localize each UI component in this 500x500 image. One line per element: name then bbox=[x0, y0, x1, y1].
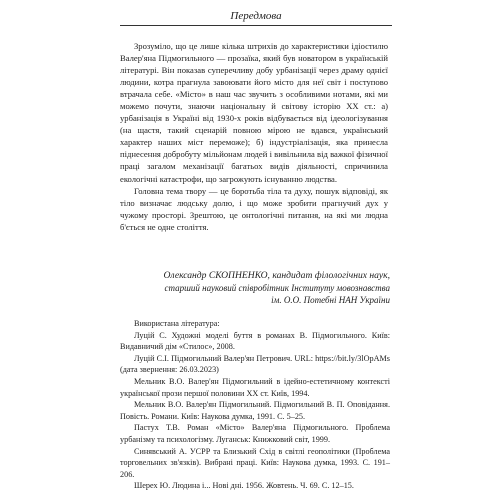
reference-item: Луцій С.І. Підмогильний Валер'ян Петрович. URL: https://bit.ly/3lOpAMs (дата звернення: 26.03.2023) bbox=[120, 353, 390, 375]
paragraph-1: Зрозуміло, що це лише кілька штрихів до характеристики ідіостилю Валер'яна Підмогильного — прозаїка, який був новатором в українській літературі. Він показав суперечливу добу урбанізації через драму однієї людини, котра прагнула завоювати його місто для неї світ і поступово втрачала себе. «Місто» в наш час звучить з особливими нотами, які ми можемо почути, знаючи національну й світову історію ХХ ст.: а) урбанізація в Україні від 1930-х років відбувається від ідеологізування (на щастя, такий сценарій повною мірою не вдався, український характер наших міст переможе); б) індустріалізація, яка принесла піднесення добробуту мільйонам людей і вивільнила від важкої фізичної праці загалом механізації багатьох видів діяльності, спричинила екологічні катастрофи, що загрожують існуванню людства. bbox=[120, 41, 388, 184]
reference-item: Мельник В.О. Валер'ян Підмогильний. Підмогильний В. П. Оповідання. Повість. Романи. Київ: Наукова думка, 1991. С. 5–25. bbox=[120, 400, 390, 421]
references-list bbox=[120, 330, 390, 492]
running-header: Передмова bbox=[120, 10, 392, 26]
main-text bbox=[120, 40, 388, 233]
signature-name: Олександр СКОПНЕНКО, кандидат філологічних наук, bbox=[163, 270, 390, 281]
signature-position: старший науковий співробітник Інституту мовознавства bbox=[164, 283, 390, 293]
reference-item: Шерех Ю. Людина і... Нові дні. 1956. Жовтень. Ч. 69. С. 12–15. bbox=[134, 481, 354, 491]
reference-item: Мельник В.О. Валер'ян Підмогильний в ідейно-естетичному контексті української прози першої половини ХХ ст. Київ, 1994. bbox=[120, 376, 390, 398]
references-section bbox=[120, 318, 390, 492]
reference-item: Синявський А. УСРР та Близький Схід в світлі геополітики (Проблема торговельних зв'язків). Вибрані праці. Київ: Наукова думка, 1993. С. 191–206. bbox=[120, 446, 390, 479]
reference-item: Пастух Т.В. Роман «Місто» Валер'яна Підмогильного. Проблема урбанізму та психологізму. Луганськ: Книжковий світ, 1999. bbox=[120, 423, 390, 444]
signature-institution: ім. О.О. Потебні НАН України bbox=[271, 295, 390, 305]
references-heading: Використана література: bbox=[134, 319, 220, 328]
reference-item: Луцій С. Художні моделі буття в романах В. Підмогильного. Київ: Видавничий дім «Стилос», 2008. bbox=[120, 330, 390, 352]
paragraph-2: Головна тема твору — це боротьба тіла та духу, пошук відповіді, як тіло визначає людську долю, і що може зробити прагнучий дух у чужому просторі. Зрештою, це онтологічні питання, на які ми людна б'ється не одне століття. bbox=[120, 185, 388, 232]
author-signature bbox=[120, 270, 390, 306]
